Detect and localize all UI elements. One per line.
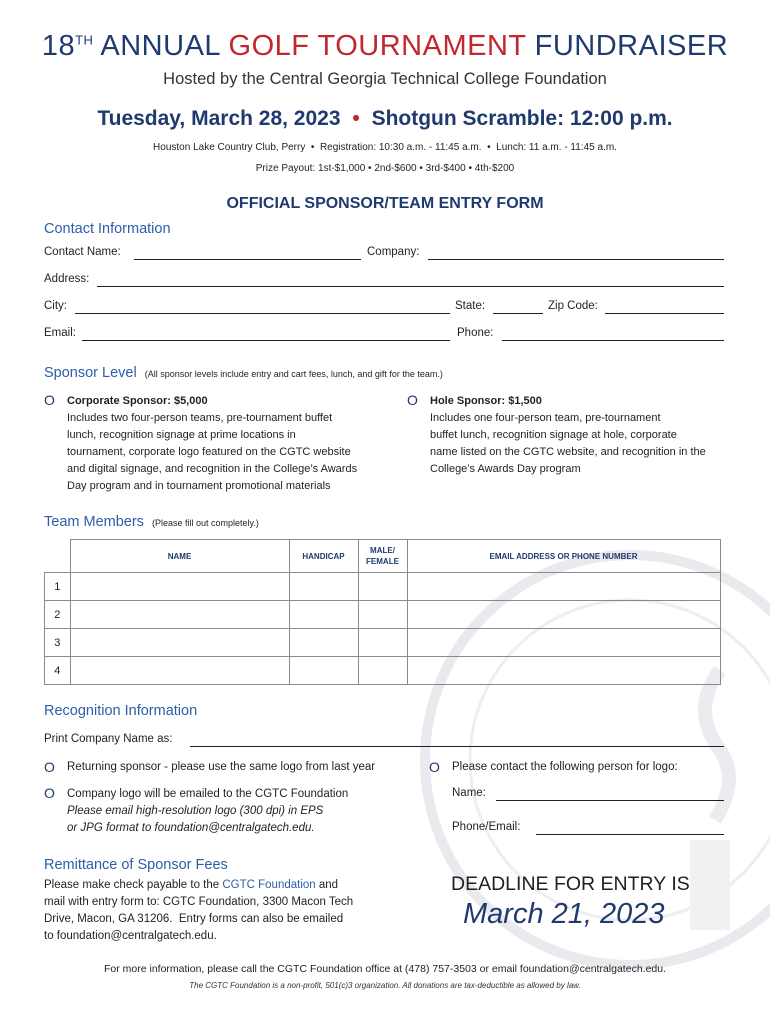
remittance-heading: Remittance of Sponsor Fees <box>44 857 228 873</box>
contact-person-label: Please contact the following person for logo: <box>452 761 678 773</box>
hole-desc-2: buffet lunch, recognition signage at hole, corporate <box>430 429 677 441</box>
city-field[interactable] <box>75 313 450 314</box>
row-number: 4 <box>45 657 71 685</box>
hole-desc-3: name listed on the CGTC website, and recognition in the <box>430 446 706 458</box>
emailed-instruction-1: Please email high-resolution logo (300 dpi) in EPS <box>67 805 324 817</box>
sponsor-note: (All sponsor levels include entry and cart fees, lunch, and gift for the team.) <box>144 369 443 379</box>
logo-contact-phone-field[interactable] <box>536 834 724 835</box>
returning-radio[interactable]: O <box>44 759 55 775</box>
team-heading-text: Team Members <box>44 514 144 530</box>
recognition-heading: Recognition Information <box>44 703 198 719</box>
emailed-instruction-2: or JPG format to foundation@centralgatech.edu. <box>67 822 315 834</box>
host-line: Hosted by the Central Georgia Technical College Foundation <box>163 70 607 88</box>
corporate-title: Corporate Sponsor: $5,000 <box>67 395 208 407</box>
sponsor-heading-text: Sponsor Level <box>44 365 137 381</box>
corporate-desc-4: and digital signage, and recognition in the College’s Awards <box>67 463 358 475</box>
team-row <box>45 601 721 629</box>
team-row <box>45 657 721 685</box>
emailed-radio[interactable]: O <box>44 785 55 801</box>
email-field[interactable] <box>82 340 450 341</box>
contact-cell[interactable] <box>407 601 720 629</box>
logo-contact-name-label: Name: <box>452 787 486 799</box>
gender-cell[interactable] <box>358 573 407 601</box>
gender-cell[interactable] <box>358 657 407 685</box>
remittance-line-1 <box>44 877 424 894</box>
team-row <box>45 629 721 657</box>
date-bullet: • <box>352 107 360 130</box>
contact-cell[interactable] <box>407 629 720 657</box>
corner-cell <box>45 540 71 573</box>
scramble-time: Shotgun Scramble: 12:00 p.m. <box>371 107 673 130</box>
company-label: Company: <box>367 246 420 258</box>
zip-field[interactable] <box>605 313 724 314</box>
state-field[interactable] <box>493 313 543 314</box>
team-header-row <box>45 540 721 573</box>
gender-cell[interactable] <box>358 629 407 657</box>
team-row <box>45 573 721 601</box>
hole-title: Hole Sponsor: $1,500 <box>430 395 542 407</box>
contact-cell[interactable] <box>407 657 720 685</box>
team-note: (Please fill out completely.) <box>151 518 259 528</box>
col-name: NAME <box>70 540 289 573</box>
print-company-field[interactable] <box>190 746 724 747</box>
handicap-cell[interactable] <box>289 573 358 601</box>
contact-heading: Contact Information <box>44 221 171 237</box>
logo-contact-name-field[interactable] <box>496 800 724 801</box>
team-heading <box>44 514 259 530</box>
gender-cell[interactable] <box>358 601 407 629</box>
remit-foundation: CGTC Foundation <box>222 879 316 891</box>
hole-desc-1: Includes one four-person team, pre-tournament <box>430 412 661 424</box>
address-field[interactable] <box>97 286 724 287</box>
member-name-cell[interactable] <box>70 573 289 601</box>
title-fundraiser: FUNDRAISER <box>526 30 729 62</box>
returning-label: Returning sponsor - please use the same logo from last year <box>67 761 376 773</box>
state-label: State: <box>455 300 486 312</box>
col-handicap: HANDICAP <box>289 540 358 573</box>
contact-name-label: Contact Name: <box>44 246 121 258</box>
corporate-radio[interactable]: O <box>44 392 55 408</box>
contact-name-field[interactable] <box>134 259 361 260</box>
title-annual: ANNUAL <box>93 30 229 62</box>
logo-contact-phone-label: Phone/Email: <box>452 821 521 833</box>
team-table <box>44 539 721 685</box>
form-title: OFFICIAL SPONSOR/TEAM ENTRY FORM <box>226 195 544 212</box>
corporate-desc-2: lunch, recognition signage at prime locations in <box>67 429 296 441</box>
city-label: City: <box>44 300 67 312</box>
corporate-sponsor-block <box>67 393 407 495</box>
remittance-line-2: mail with entry form to: CGTC Foundation, 3300 Macon Tech <box>44 896 354 908</box>
title-number: 18 <box>41 30 76 62</box>
corporate-desc-5: Day program and in tournament promotional materials <box>67 480 331 492</box>
col-gender: MALE/ FEMALE <box>358 540 407 573</box>
print-company-label: Print Company Name as: <box>44 733 173 745</box>
hole-desc-4: College’s Awards Day program <box>430 463 581 475</box>
member-name-cell[interactable] <box>70 657 289 685</box>
company-field[interactable] <box>428 259 724 260</box>
contact-cell[interactable] <box>407 573 720 601</box>
title-golf: GOLF TOURNAMENT <box>228 30 527 62</box>
remittance-text <box>44 877 424 945</box>
corporate-desc-1: Includes two four-person teams, pre-tournament buffet <box>67 412 333 424</box>
hole-sponsor-block <box>430 393 750 478</box>
emailed-label: Company logo will be emailed to the CGTC Foundation <box>67 788 349 800</box>
remit-1a: Please make check payable to the <box>44 879 223 891</box>
member-name-cell[interactable] <box>70 601 289 629</box>
info-line-2: Prize Payout: 1st-$1,000 • 2nd-$600 • 3rd-$400 • 4th-$200 <box>255 163 515 174</box>
zip-label: Zip Code: <box>548 300 598 312</box>
row-number: 2 <box>45 601 71 629</box>
contact-person-radio[interactable]: O <box>429 759 440 775</box>
member-name-cell[interactable] <box>70 629 289 657</box>
phone-label: Phone: <box>457 327 494 339</box>
date-line <box>0 107 770 131</box>
sponsor-heading <box>44 365 443 381</box>
address-label: Address: <box>44 273 90 285</box>
email-label: Email: <box>44 327 76 339</box>
remittance-line-3: Drive, Macon, GA 31206. Entry forms can also be emailed <box>44 913 344 925</box>
info-line-1: Houston Lake Country Club, Perry • Registration: 10:30 a.m. - 11:45 a.m. • Lunch: 11 a.m. - 11:45 a.m. <box>153 142 617 153</box>
row-number: 3 <box>45 629 71 657</box>
hole-radio[interactable]: O <box>407 392 418 408</box>
remittance-line-4: to foundation@centralgatech.edu. <box>44 930 217 942</box>
footer-nonprofit: The CGTC Foundation is a non-profit, 501(c)3 organization. All donations are tax-deductible as allowed by law. <box>189 981 581 990</box>
col-contact: EMAIL ADDRESS OR PHONE NUMBER <box>407 540 720 573</box>
row-number: 1 <box>45 573 71 601</box>
phone-field[interactable] <box>502 340 724 341</box>
deadline-date: March 21, 2023 <box>463 898 665 930</box>
deadline-label: DEADLINE FOR ENTRY IS <box>451 873 690 895</box>
title-suffix: TH <box>75 32 94 48</box>
remit-1c: and <box>315 879 339 891</box>
handicap-cell[interactable] <box>289 657 358 685</box>
corporate-desc-3: tournament, corporate logo featured on the CGTC website <box>67 446 351 458</box>
handicap-cell[interactable] <box>289 601 358 629</box>
event-date: Tuesday, March 28, 2023 <box>97 107 341 130</box>
emailed-block <box>67 786 417 837</box>
event-title <box>0 30 770 63</box>
handicap-cell[interactable] <box>289 629 358 657</box>
footer-info: For more information, please call the CGTC Foundation office at (478) 757-3503 or email foundation@centralgatech.edu. <box>103 963 667 975</box>
